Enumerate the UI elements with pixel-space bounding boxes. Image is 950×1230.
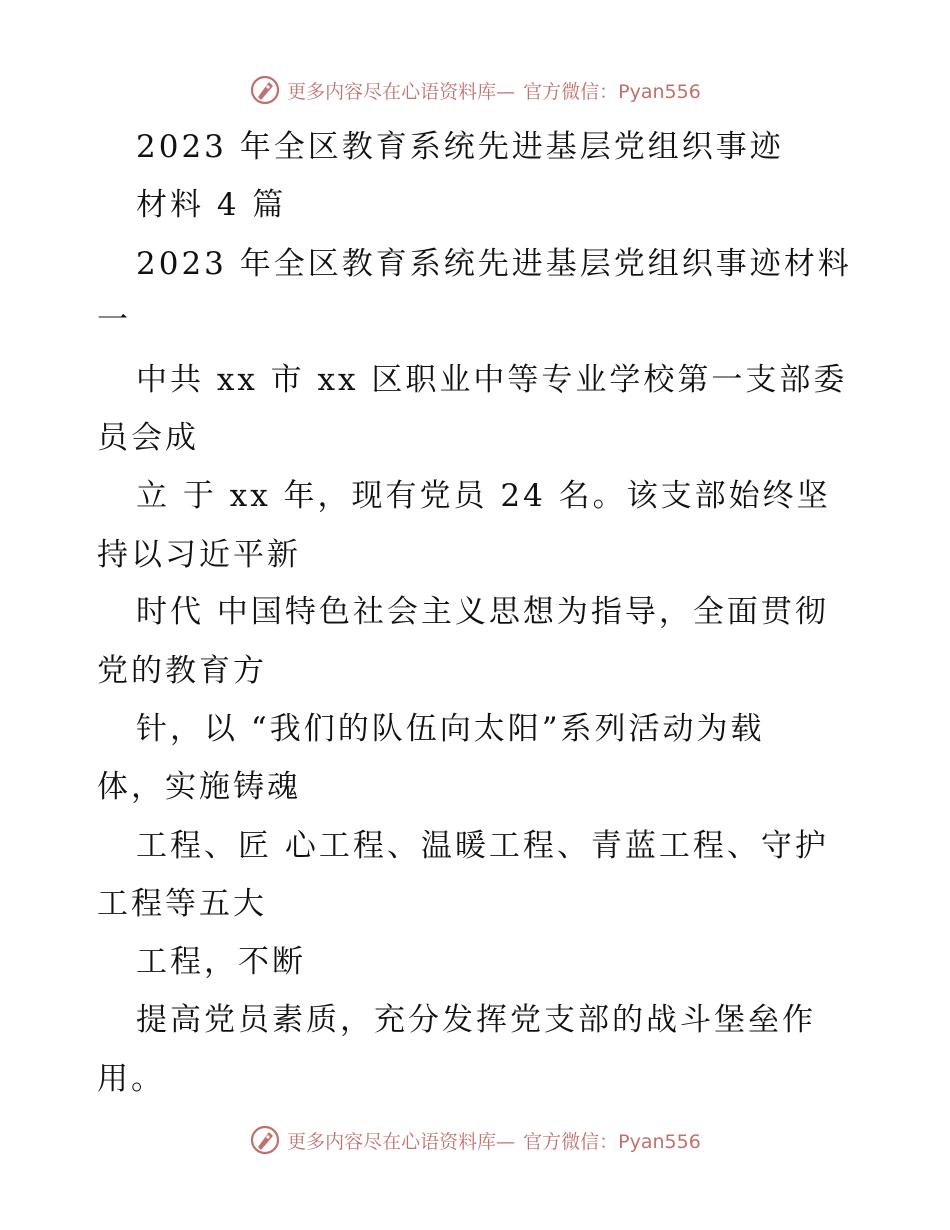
paragraph-line: 一 — [97, 302, 131, 338]
banner-wechat-text: 官方微信：Pyan556 — [523, 80, 701, 103]
paragraph-line: 工程，不断 — [136, 944, 306, 980]
title-line-2: 材料 4 篇 — [136, 187, 287, 223]
paragraph-line: 工程等五大 — [97, 886, 267, 922]
paragraph-line: 党的教育方 — [97, 653, 267, 689]
banner-wechat-text: 官方微信：Pyan556 — [523, 1130, 701, 1153]
paragraph-line: 针，以 “我们的队伍向太阳”系列活动为载 — [136, 711, 765, 747]
banner-site-text: 更多内容尽在心语资料库— — [287, 80, 516, 103]
banner-site-text: 更多内容尽在心语资料库— — [287, 1130, 516, 1153]
paragraph-line: 用。 — [97, 1061, 165, 1097]
paragraph-line: 员会成 — [97, 420, 199, 456]
paragraph-line: 体，实施铸魂 — [97, 769, 301, 805]
paragraph-line: 工程、匠 心工程、温暖工程、青蓝工程、守护 — [136, 828, 829, 864]
paragraph-line: 中共 xx 市 xx 区职业中等专业学校第一支部委 — [136, 362, 848, 398]
pen-nib-logo-icon — [249, 1124, 281, 1156]
footer-watermark-banner — [0, 1122, 950, 1158]
paragraph-line: 持以习近平新 — [97, 537, 301, 573]
title-line-1: 2023 年全区教育系统先进基层党组织事迹 — [136, 129, 784, 165]
paragraph-line: 2023 年全区教育系统先进基层党组织事迹材料 — [136, 246, 852, 282]
paragraph-line: 提高党员素质，充分发挥党支部的战斗堡垒作 — [136, 1002, 816, 1038]
paragraph-line: 立 于 xx 年，现有党员 24 名。该支部始终坚 — [136, 478, 831, 514]
paragraph-line: 时代 中国特色社会主义思想为指导，全面贯彻 — [136, 594, 829, 630]
